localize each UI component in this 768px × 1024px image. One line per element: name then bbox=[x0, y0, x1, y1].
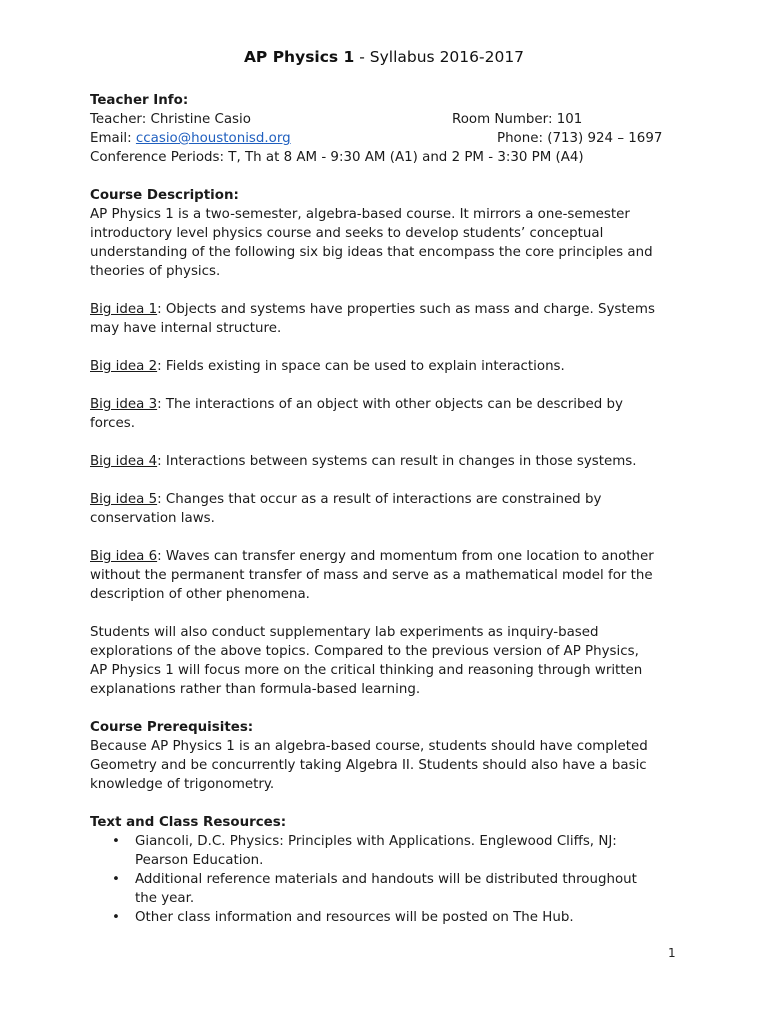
spacer bbox=[90, 604, 680, 623]
bullet-icon: • bbox=[112, 872, 120, 887]
description-line: introductory level physics course and seeks to develop students’ conceptual bbox=[90, 226, 604, 241]
title-course: AP Physics 1 bbox=[243, 48, 355, 66]
list-item-text: Additional reference materials and handouts will be distributed throughout bbox=[135, 872, 637, 887]
list-item bbox=[90, 870, 680, 908]
spacer bbox=[90, 167, 680, 186]
teacher-room-row bbox=[90, 110, 680, 129]
course-description-heading: Course Description: bbox=[90, 188, 239, 203]
closing-line: Students will also conduct supplementary lab experiments as inquiry-based bbox=[90, 625, 599, 640]
conference-periods: Conference Periods: T, Th at 8 AM - 9:30 AM (A1) and 2 PM - 3:30 PM (A4) bbox=[90, 150, 584, 165]
prerequisites-line: Because AP Physics 1 is an algebra-based course, students should have completed bbox=[90, 739, 648, 754]
spacer bbox=[90, 699, 680, 718]
big-idea-text: without the permanent transfer of mass and serve as a mathematical model for the bbox=[90, 568, 653, 583]
spacer bbox=[90, 338, 680, 357]
big-idea-1 bbox=[90, 300, 680, 338]
big-idea-4 bbox=[90, 452, 680, 471]
list-item-text: Other class information and resources will be posted on The Hub. bbox=[135, 910, 574, 925]
big-idea-text: : Fields existing in space can be used to explain interactions. bbox=[157, 359, 565, 374]
bullet-icon: • bbox=[112, 910, 120, 925]
list-item-text: Giancoli, D.C. Physics: Principles with Applications. Englewood Cliffs, NJ: bbox=[135, 834, 617, 849]
big-idea-label: Big idea 2 bbox=[90, 359, 158, 374]
syllabus-content bbox=[90, 91, 680, 927]
spacer bbox=[90, 471, 680, 490]
description-line: understanding of the following six big ideas that encompass the core principles and bbox=[90, 245, 653, 260]
big-idea-label: Big idea 3 bbox=[90, 397, 158, 412]
email-label: Email: bbox=[90, 131, 136, 146]
big-idea-label: Big idea 6 bbox=[90, 549, 158, 564]
spacer bbox=[90, 528, 680, 547]
big-idea-5 bbox=[90, 490, 680, 528]
teacher-name: Teacher: Christine Casio bbox=[90, 112, 251, 127]
closing-line: AP Physics 1 will focus more on the critical thinking and reasoning through written bbox=[90, 663, 643, 678]
prerequisites-section bbox=[90, 718, 680, 794]
list-item bbox=[90, 908, 680, 927]
page-title bbox=[0, 47, 768, 67]
spacer bbox=[90, 794, 680, 813]
big-idea-text: : Interactions between systems can result in changes in those systems. bbox=[157, 454, 637, 469]
big-idea-text: : The interactions of an object with other objects can be described by bbox=[157, 397, 623, 412]
closing-line: explanations rather than formula-based learning. bbox=[90, 682, 421, 697]
spacer bbox=[90, 433, 680, 452]
big-idea-label: Big idea 4 bbox=[90, 454, 158, 469]
big-idea-text: : Changes that occur as a result of interactions are constrained by bbox=[157, 492, 602, 507]
resources-heading: Text and Class Resources: bbox=[90, 815, 287, 830]
teacher-info-section bbox=[90, 91, 680, 167]
big-idea-text: description of other phenomena. bbox=[90, 587, 310, 602]
big-idea-text: conservation laws. bbox=[90, 511, 215, 526]
big-idea-3 bbox=[90, 395, 680, 433]
resources-section bbox=[90, 813, 680, 927]
big-idea-label: Big idea 1 bbox=[90, 302, 158, 317]
email-link[interactable]: ccasio@houstonisd.org bbox=[135, 131, 291, 146]
room-number: Room Number: 101 bbox=[452, 112, 583, 127]
description-line: AP Physics 1 is a two-semester, algebra-based course. It mirrors a one-semester bbox=[90, 207, 630, 222]
page-number: 1 bbox=[668, 946, 676, 960]
big-idea-6 bbox=[90, 547, 680, 604]
bullet-icon: • bbox=[112, 834, 120, 849]
big-idea-text: forces. bbox=[90, 416, 135, 431]
list-item bbox=[90, 832, 680, 870]
prerequisites-heading: Course Prerequisites: bbox=[90, 720, 254, 735]
spacer bbox=[90, 281, 680, 300]
teacher-info-heading: Teacher Info: bbox=[90, 93, 189, 108]
big-idea-label: Big idea 5 bbox=[90, 492, 158, 507]
prerequisites-line: Geometry and be concurrently taking Algebra II. Students should also have a basic bbox=[90, 758, 647, 773]
list-item-text: Pearson Education. bbox=[135, 853, 264, 868]
spacer bbox=[90, 376, 680, 395]
closing-line: explorations of the above topics. Compared to the previous version of AP Physics, bbox=[90, 644, 639, 659]
big-idea-text: : Objects and systems have properties such as mass and charge. Systems bbox=[157, 302, 655, 317]
title-syllabus-year: - Syllabus 2016-2017 bbox=[354, 48, 525, 66]
big-idea-text: : Waves can transfer energy and momentum from one location to another bbox=[157, 549, 654, 564]
resources-list bbox=[90, 832, 680, 927]
prerequisites-line: knowledge of trigonometry. bbox=[90, 777, 275, 792]
course-description-section bbox=[90, 186, 680, 699]
big-idea-text: may have internal structure. bbox=[90, 321, 282, 336]
email-phone-row bbox=[90, 129, 680, 148]
list-item-text: the year. bbox=[135, 891, 195, 906]
description-line: theories of physics. bbox=[90, 264, 221, 279]
big-idea-2 bbox=[90, 357, 680, 376]
phone-number: Phone: (713) 924 – 1697 bbox=[497, 131, 663, 146]
